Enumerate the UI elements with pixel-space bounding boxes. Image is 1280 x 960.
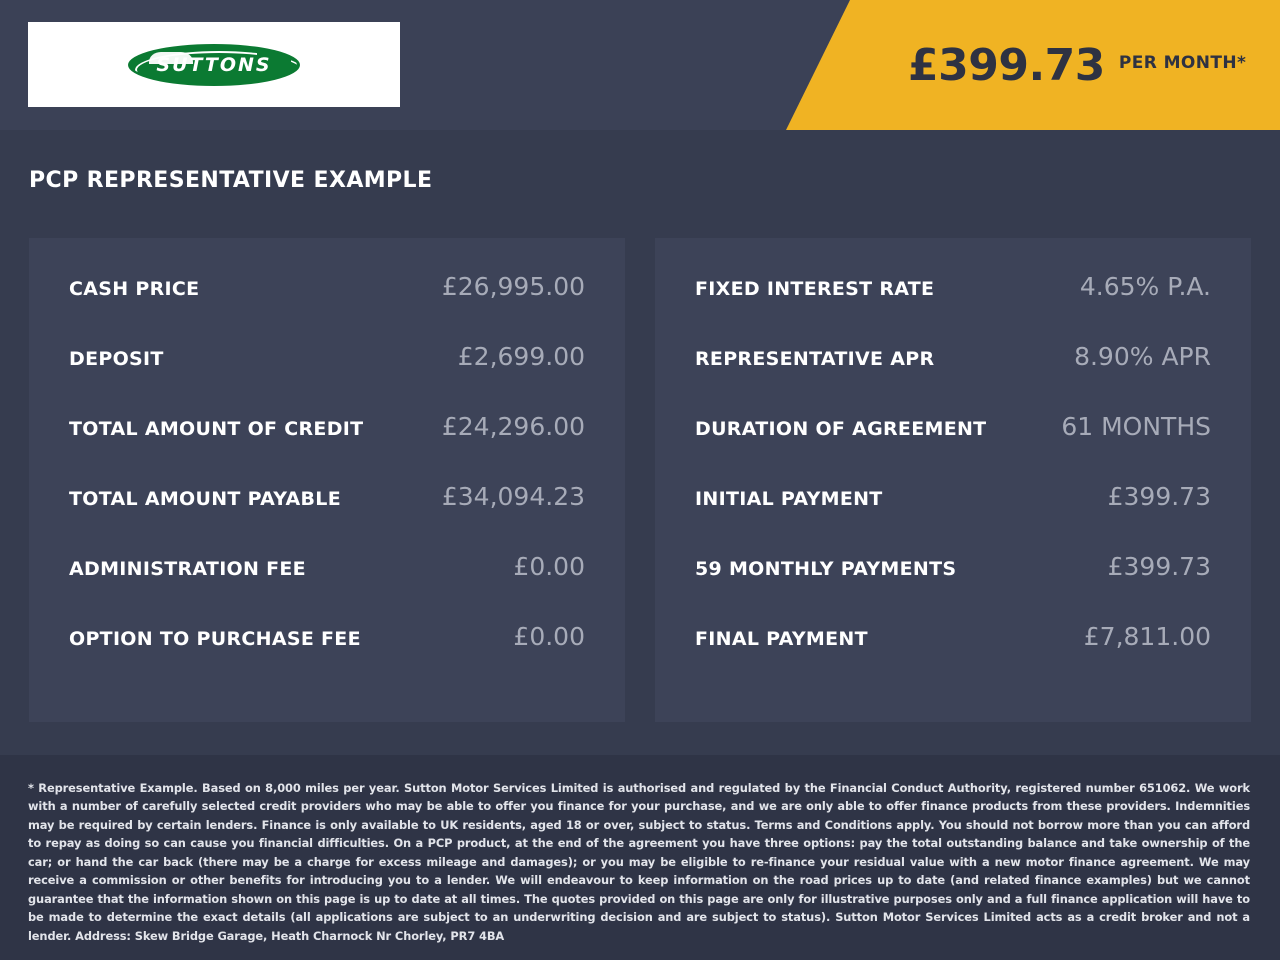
row-label: TOTAL AMOUNT OF CREDIT <box>69 418 364 440</box>
row-value: 4.65% P.A. <box>1079 272 1211 301</box>
table-row <box>69 412 585 482</box>
row-label: REPRESENTATIVE APR <box>695 348 935 370</box>
row-value: 61 MONTHS <box>1061 412 1211 441</box>
finance-panel-right <box>655 238 1251 722</box>
row-value: £34,094.23 <box>441 482 585 511</box>
row-label: DEPOSIT <box>69 348 164 370</box>
row-label: CASH PRICE <box>69 278 200 300</box>
table-row <box>695 552 1211 622</box>
table-row <box>69 622 585 692</box>
row-value: £399.73 <box>1107 482 1211 511</box>
row-value: 8.90% APR <box>1074 342 1211 371</box>
row-label: TOTAL AMOUNT PAYABLE <box>69 488 341 510</box>
logo-text: SUTTONS <box>156 53 272 76</box>
page-header <box>0 0 1280 130</box>
row-label: INITIAL PAYMENT <box>695 488 883 510</box>
disclaimer-footer <box>0 755 1280 960</box>
row-label: ADMINISTRATION FEE <box>69 558 306 580</box>
table-row <box>69 552 585 622</box>
logo-oval-icon <box>128 44 300 86</box>
row-label: DURATION OF AGREEMENT <box>695 418 987 440</box>
finance-details <box>29 238 1251 722</box>
row-label: OPTION TO PURCHASE FEE <box>69 628 361 650</box>
row-value: £26,995.00 <box>441 272 585 301</box>
finance-panel-left <box>29 238 625 722</box>
table-row <box>69 342 585 412</box>
monthly-price-suffix: PER MONTH* <box>1118 53 1247 73</box>
row-value: £0.00 <box>513 552 585 581</box>
table-row <box>695 622 1211 692</box>
table-row <box>695 482 1211 552</box>
table-row <box>695 342 1211 412</box>
row-value: £0.00 <box>513 622 585 651</box>
table-row <box>695 412 1211 482</box>
table-row <box>69 482 585 552</box>
disclaimer-text: * Representative Example. Based on 8,000 miles per year. Sutton Motor Services Limited is authorised and regulated by the Financial Conduct Authority, registered number 651062. We work with a number of carefully selected credit providers who may be able to offer you finance for your purchase, and we are only able to offer finance products from these providers. Indemnities may be required by certain lenders. Finance is only available to UK residents, aged 18 or over, subject to status. Terms and Conditions apply. You should not borrow more than you can afford to repay as doing so can cause you financial difficulties. On a PCP product, at the end of the agreement you have three options: pay the total outstanding balance and take ownership of the car; or hand the car back (there may be a charge for excess mileage and damages); or you may be eligible to re-finance your residual value with a new motor finance agreement. We may receive a commission or other benefits for introducing you to a lender. We will endeavour to keep information on the road prices up to date (and related finance examples) but we cannot guarantee that the information shown on this page is up to date at all times. The quotes provided on this page are only for illustrative purposes only and a full finance application will have to be made to determine the exact details (all applications are subject to an underwriting decision and are subject to status). Sutton Motor Services Limited acts as a credit broker and not a lender. Address: Skew Bridge Garage, Heath Charnock Nr Chorley, PR7 4BA <box>28 781 1250 943</box>
monthly-price-amount: £399.73 <box>908 39 1105 91</box>
monthly-price-banner <box>850 0 1280 130</box>
dealer-logo <box>28 22 400 107</box>
page-title: PCP REPRESENTATIVE EXAMPLE <box>29 168 433 193</box>
table-row <box>69 272 585 342</box>
row-value: £24,296.00 <box>441 412 585 441</box>
table-row <box>695 272 1211 342</box>
row-label: FINAL PAYMENT <box>695 628 868 650</box>
row-label: FIXED INTEREST RATE <box>695 278 935 300</box>
row-value: £7,811.00 <box>1083 622 1211 651</box>
row-label: 59 MONTHLY PAYMENTS <box>695 558 957 580</box>
row-value: £2,699.00 <box>457 342 585 371</box>
row-value: £399.73 <box>1107 552 1211 581</box>
